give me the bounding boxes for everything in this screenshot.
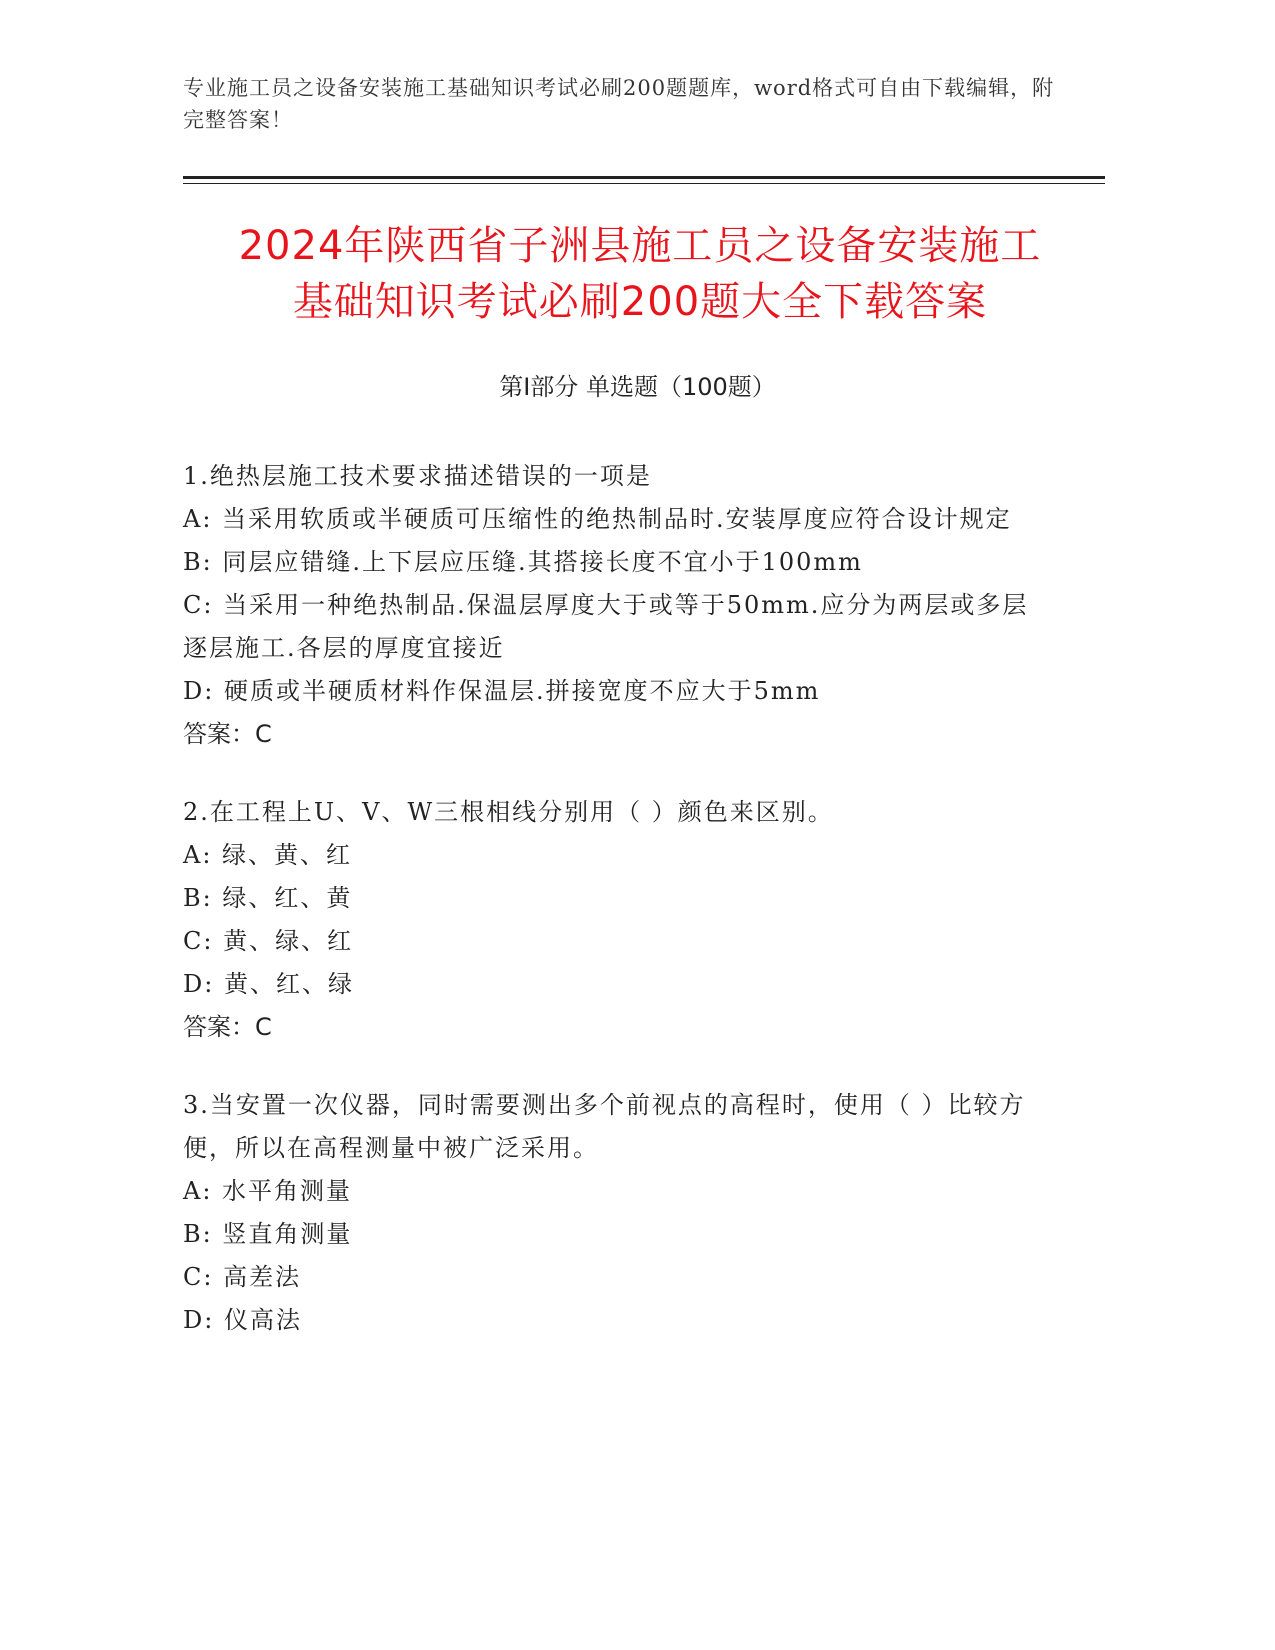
document-title-line-2: 基础知识考试必刷200题大全下载答案 [292,279,988,325]
question-3-option-b: B: 竖直角测量 [183,1220,353,1248]
question-2-stem: 2.在工程上U、V、W三根相线分别用（ ）颜色来区别。 [183,798,834,826]
question-3-stem: 3.当安置一次仪器，同时需要测出多个前视点的高程时，使用（ ）比较方便，所以在高程测量中被广泛采用。 [183,1091,1026,1162]
question-2-option-b: B: 绿、红、黄 [183,884,353,912]
question-2-option-d: D: 黄、红、绿 [183,970,354,998]
question-list [183,455,1043,1377]
question-1-option-b: B: 同层应错缝.上下层应压缝.其搭接长度不宜小于100mm [183,548,863,576]
section-heading: 第Ⅰ部分 单选题（100题） [499,373,776,401]
question-2-option-a: A: 绿、黄、红 [183,841,353,869]
question-1-option-c: C: 当采用一种绝热制品.保温层厚度大于或等于50mm.应分为两层或多层逐层施工.各层的厚度宜接近 [183,591,1029,662]
header-note: 专业施工员之设备安装施工基础知识考试必刷200题题库，word格式可自由下载编辑，附完整答案！ [183,76,1055,132]
header-divider-thick [183,176,1105,179]
document-title-line-1: 2024年陕西省子洲县施工员之设备安装施工 [238,223,1042,269]
question-3 [183,1084,1043,1342]
question-2-answer: 答案：C [183,1013,272,1041]
question-1-option-a: A: 当采用软质或半硬质可压缩性的绝热制品时.安装厚度应符合设计规定 [183,505,1012,533]
question-1-option-d: D: 硬质或半硬质材料作保温层.拼接宽度不应大于5mm [183,677,821,705]
question-1 [183,455,1043,756]
question-3-option-d: D: 仪高法 [183,1306,302,1334]
document-title [140,218,1140,330]
question-2 [183,791,1043,1049]
question-3-option-a: A: 水平角测量 [183,1177,353,1205]
question-1-answer: 答案：C [183,720,272,748]
question-2-option-c: C: 黄、绿、红 [183,927,354,955]
question-3-option-c: C: 高差法 [183,1263,302,1291]
question-1-stem: 1.绝热层施工技术要求描述错误的一项是 [183,462,652,490]
header-divider-thin [183,183,1105,184]
